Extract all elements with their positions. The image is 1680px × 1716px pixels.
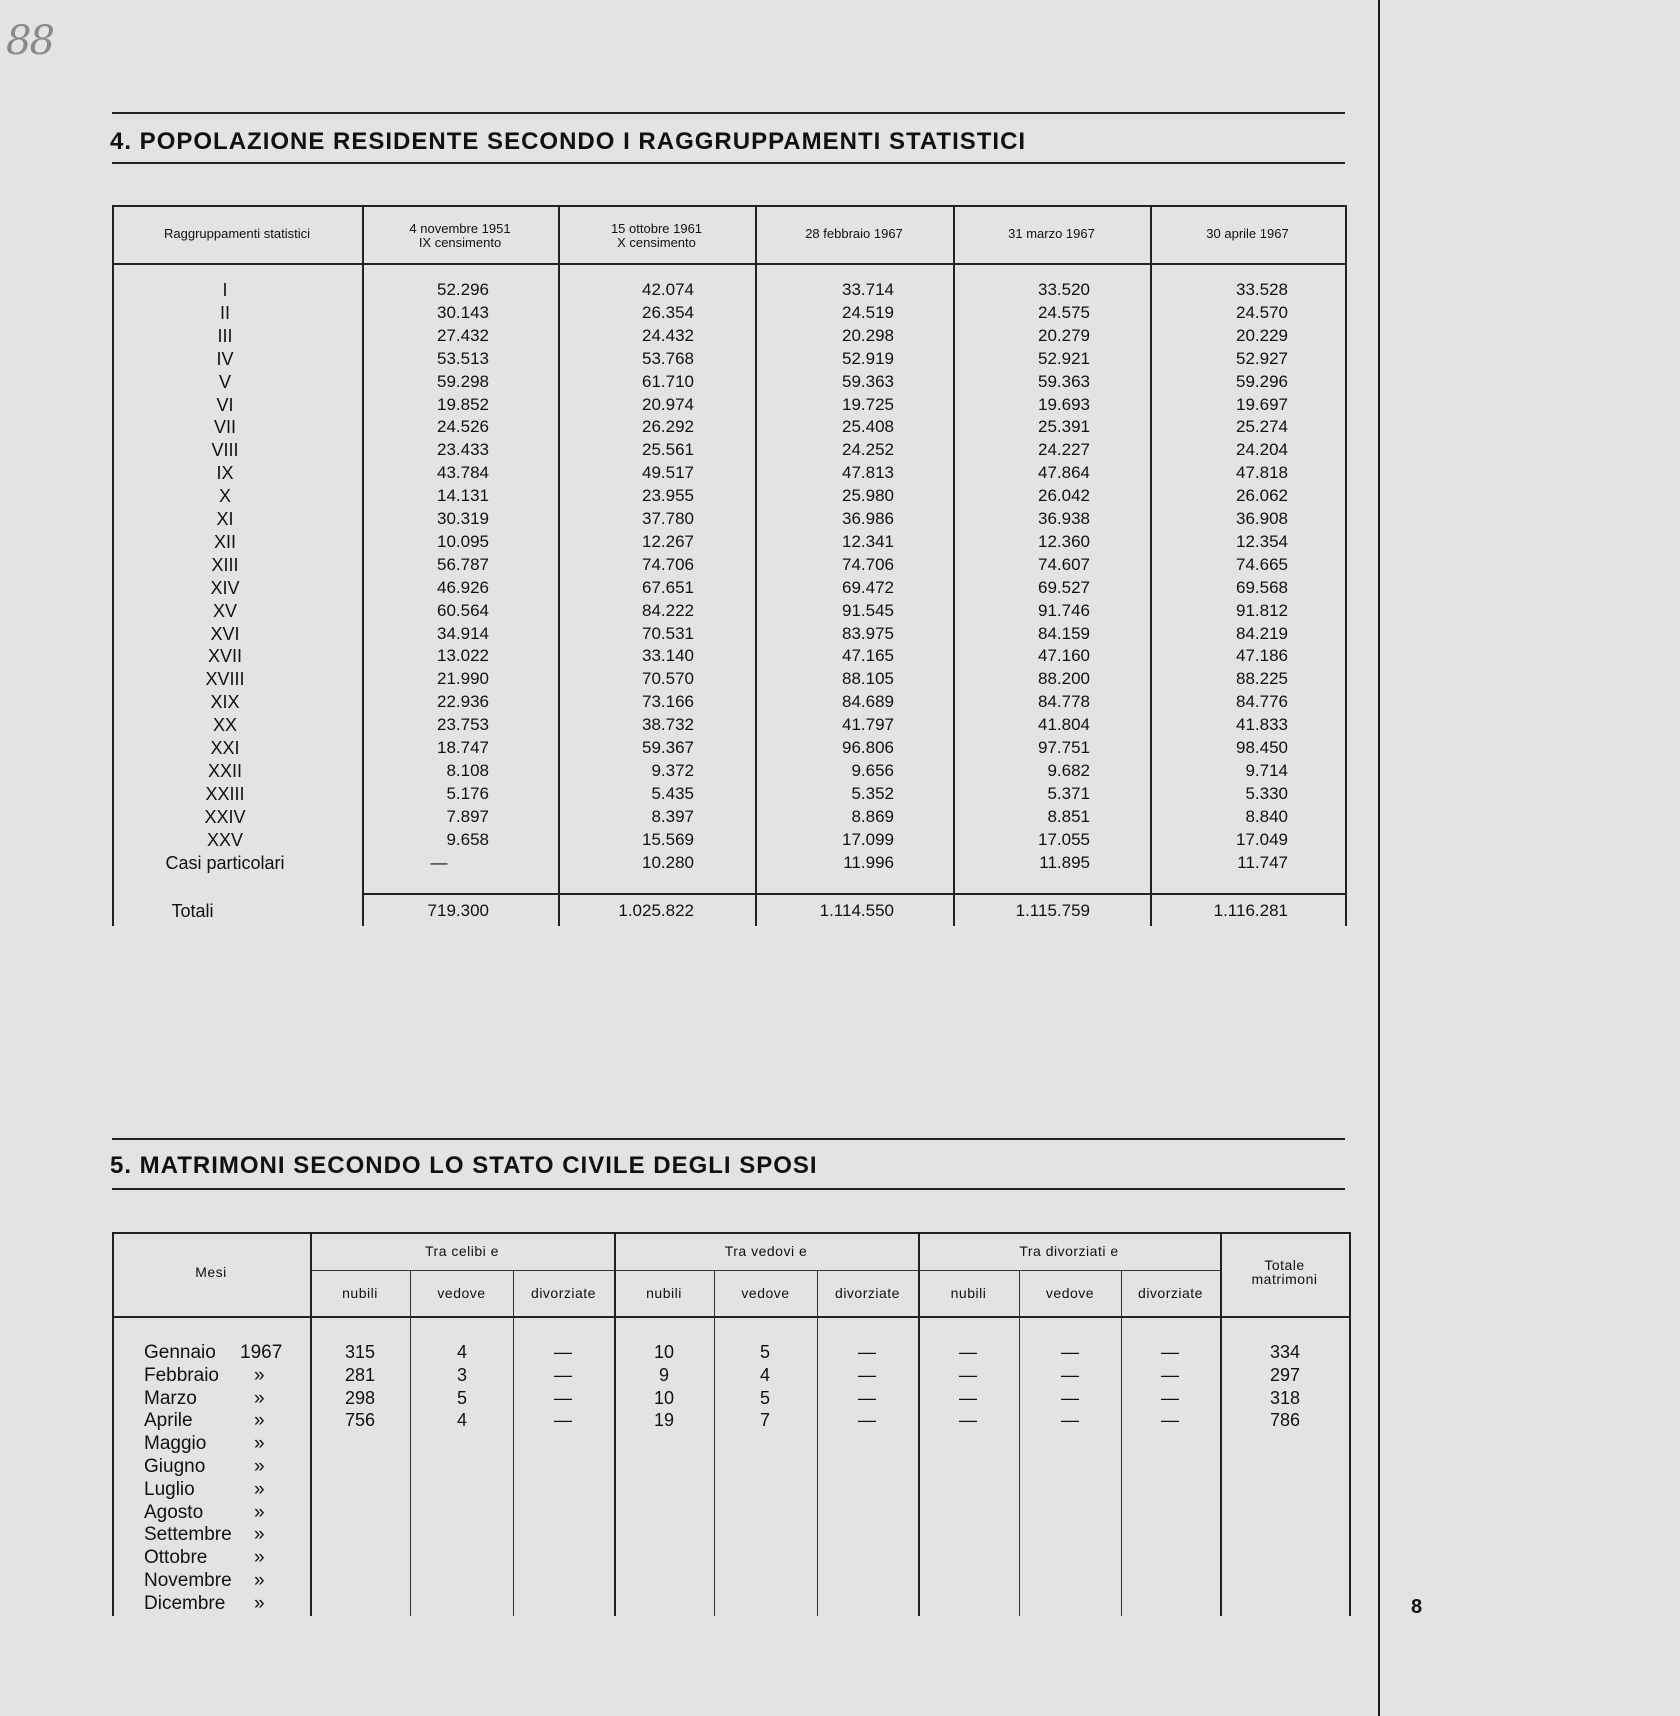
table4-header-divider — [112, 263, 1345, 265]
table4-value-cell: 46.926 — [437, 577, 489, 597]
table4-value-cell: 88.105 — [842, 669, 894, 689]
table4-value-cell: 69.568 — [1236, 577, 1288, 597]
table5-year-label: » — [254, 1570, 265, 1591]
table4-value-cell: 12.341 — [842, 531, 894, 551]
table4-value-cell: 52.927 — [1236, 348, 1288, 368]
table4-value-cell: 47.818 — [1236, 463, 1288, 483]
table5-month-label: Agosto — [144, 1501, 204, 1523]
table4-value-cell: 74.706 — [842, 554, 894, 574]
table4-value-cell: 20.229 — [1236, 325, 1288, 345]
table5-value-cell: — — [959, 1342, 977, 1362]
table4-value-cell: 56.787 — [437, 554, 489, 574]
page-edge-line — [1378, 0, 1380, 1716]
table4-value-cell: 25.391 — [1038, 417, 1090, 437]
table4-row-label: XXIV — [204, 806, 246, 827]
table4-row-label: XXV — [206, 829, 244, 850]
table4-value-cell: 83.975 — [842, 623, 894, 643]
table4-value-cell: 34.914 — [437, 623, 489, 643]
table4-value-cell: 30.143 — [437, 302, 489, 322]
table4-value-cell: 25.274 — [1236, 417, 1288, 437]
table4-header-line: X censimento — [617, 235, 696, 250]
table4-row-label: VII — [213, 417, 236, 438]
table4-value-cell: 24.570 — [1236, 302, 1288, 322]
table4-value-cell: 47.186 — [1236, 646, 1288, 666]
table4-value-cell: 33.714 — [842, 280, 894, 299]
table5-value-cell: — — [858, 1364, 876, 1385]
table4-value-cell: 60.564 — [437, 600, 489, 620]
table4-value-cell: 98.450 — [1236, 738, 1288, 757]
table4-row-label: XX — [212, 715, 237, 736]
table4-row-label: II — [219, 302, 230, 323]
table5-value-cell: — — [959, 1410, 977, 1431]
table4-row-label: XVI — [210, 623, 240, 644]
table4-column-rule — [1150, 205, 1152, 926]
table4-row-label: XIII — [211, 554, 239, 575]
table4-value-cell: 96.806 — [842, 738, 894, 757]
table4-value-cell: 27.432 — [437, 325, 489, 345]
table4-row-label: XXII — [207, 760, 242, 781]
table4-header-line: IX censimento — [418, 235, 502, 250]
table4-value-cell: 33.520 — [1038, 280, 1090, 299]
table4-value-cell: 10.095 — [437, 531, 489, 551]
table4-header-cell — [112, 227, 362, 241]
table5-subheader: vedove — [741, 1285, 790, 1301]
table4-value-cell: 5.176 — [446, 783, 489, 803]
table5-subheader: vedove — [1045, 1285, 1095, 1301]
table5-top-border — [112, 1232, 1349, 1234]
section4-bottom-rule — [112, 162, 1345, 164]
table5-value-cell: 297 — [1269, 1364, 1301, 1385]
table5-value-cell: — — [858, 1342, 876, 1362]
table4-total-cell: 1.025.822 — [618, 901, 694, 920]
table4-totals-divider — [362, 893, 1345, 895]
table5-column-rule — [1220, 1232, 1222, 1616]
table5-month-label: Dicembre — [144, 1592, 226, 1614]
table4-total-cell: 1.115.759 — [1015, 901, 1090, 920]
table4-row-label: Casi particolari — [165, 852, 285, 873]
table5-subcolumn-rule — [513, 1270, 514, 1616]
table4-row-label: XXI — [210, 738, 240, 758]
table5-subheader: vedove — [437, 1285, 486, 1301]
table4-value-cell: 11.747 — [1237, 852, 1288, 872]
table5-value-cell: 5 — [759, 1387, 770, 1408]
table4-value-cell: 19.697 — [1236, 394, 1288, 414]
table4-row-label: X — [218, 486, 231, 507]
table4-row-label: VIII — [211, 440, 239, 461]
table5-subheader: nubili — [646, 1285, 682, 1301]
table4-value-cell: 21.990 — [437, 669, 489, 689]
table4-value-cell: 47.165 — [842, 646, 894, 666]
table4-row-label: IX — [216, 463, 234, 484]
table5-month-label: Maggio — [144, 1433, 207, 1455]
section4-title: 4. POPOLAZIONE RESIDENTE SECONDO I RAGGRUPPAMENTI STATISTICI — [110, 128, 1027, 155]
table4-value-cell: 30.319 — [437, 509, 489, 528]
table4-value-cell: 91.746 — [1038, 600, 1090, 620]
table4-column-rule — [953, 205, 955, 926]
table4-value-cell: 59.363 — [842, 371, 894, 391]
table4-value-cell: 52.921 — [1038, 348, 1090, 368]
table4-value-cell: 36.986 — [842, 509, 894, 528]
table4-value-cell: 84.222 — [642, 600, 694, 620]
table4-row-label: XXIII — [205, 783, 245, 804]
table4-value-cell: 88.200 — [1038, 669, 1090, 689]
table5-value-cell: — — [554, 1364, 572, 1385]
table4-value-cell: 24.519 — [842, 302, 894, 322]
table5-subheader: divorziate — [835, 1285, 900, 1301]
table5-header-matrimoni: matrimoni — [1251, 1271, 1318, 1287]
table4-value-cell: 74.706 — [642, 554, 694, 574]
table4-value-cell: 22.936 — [437, 692, 489, 712]
table5-subcolumn-rule — [410, 1270, 411, 1616]
table5-subheader: nubili — [950, 1285, 987, 1301]
table4-value-cell: 69.527 — [1038, 577, 1090, 597]
table4-value-cell: 84.776 — [1236, 692, 1288, 712]
table4-value-cell: 15.569 — [642, 829, 694, 849]
table5-value-cell: — — [1061, 1410, 1079, 1431]
table4-value-cell: 61.710 — [642, 371, 694, 391]
table5-column-rule — [112, 1232, 114, 1616]
table4-row-label: I — [222, 280, 228, 300]
table5-month-label: Settembre — [144, 1524, 232, 1546]
table4-value-cell: 5.352 — [851, 783, 894, 803]
table4-value-cell: 25.408 — [842, 417, 894, 437]
table5-year-label: » — [254, 1547, 265, 1569]
table4-row-label: IV — [216, 348, 234, 369]
table4-value-cell: 20.974 — [642, 394, 694, 414]
table4-value-cell: 10.280 — [642, 852, 694, 872]
table5-group-header: Tra vedovi e — [724, 1243, 808, 1259]
table4-value-cell: 25.980 — [842, 486, 894, 506]
table4-value-cell: 67.651 — [642, 577, 694, 597]
table5-subheader-rule — [310, 1270, 1220, 1271]
table4-column-rule — [362, 205, 364, 926]
table4-value-cell: 59.298 — [437, 371, 489, 391]
table4-value-cell: 53.768 — [642, 348, 694, 368]
table5-month-label: Novembre — [144, 1570, 232, 1591]
table4-value-cell: 9.714 — [1245, 760, 1288, 780]
table4-value-cell: 18.747 — [437, 738, 489, 757]
table5-month-label: Marzo — [144, 1387, 197, 1409]
section5-bottom-rule — [112, 1188, 1345, 1190]
table4-column-rule — [112, 205, 114, 926]
table5-year-label: » — [254, 1478, 265, 1500]
table4-row-label: XVII — [207, 646, 242, 667]
table5-value-cell: 10 — [653, 1342, 675, 1362]
table4-value-cell: 8.108 — [446, 760, 489, 780]
table4-value-cell: 52.919 — [842, 348, 894, 368]
table4-value-cell: 47.864 — [1038, 463, 1090, 483]
table5-month-label: Gennaio — [144, 1342, 216, 1363]
table4-value-cell: 9.658 — [446, 829, 489, 849]
table4-value-cell: 23.433 — [437, 440, 489, 460]
table5-column-rule — [1349, 1232, 1351, 1616]
page-number: 8 — [1411, 1596, 1423, 1618]
table4-value-cell: 91.545 — [842, 600, 894, 620]
table5-subheader: divorziate — [531, 1285, 596, 1301]
table5-value-cell: — — [1161, 1364, 1179, 1385]
table4-value-cell: 14.131 — [437, 486, 489, 506]
table5-value-cell: — — [1061, 1342, 1079, 1362]
table4-value-cell: 42.074 — [642, 280, 694, 299]
table4-row-label: V — [218, 371, 231, 392]
table4-column-rule — [755, 205, 757, 926]
table4-value-cell: 24.252 — [842, 440, 894, 460]
table5-value-cell: 786 — [1269, 1410, 1301, 1431]
table4-value-cell: 84.159 — [1038, 623, 1090, 643]
table4-value-cell: 17.055 — [1038, 829, 1090, 849]
table5-value-cell: — — [858, 1410, 876, 1431]
table4-value-cell: 24.227 — [1038, 440, 1090, 460]
table5-value-cell: 10 — [653, 1387, 675, 1408]
table5-value-cell: — — [1161, 1410, 1179, 1431]
table5-month-label: Ottobre — [144, 1547, 208, 1569]
table5-year-label: » — [254, 1364, 265, 1386]
table5-value-cell: — — [858, 1387, 876, 1408]
table4-value-cell: 19.852 — [437, 394, 489, 414]
table4-value-cell: 11.895 — [1039, 852, 1090, 872]
table4-value-cell: 70.531 — [642, 623, 694, 643]
table4-value-cell: 26.292 — [642, 417, 694, 437]
table5-year-label: » — [254, 1524, 265, 1546]
table4-value-cell: 59.296 — [1236, 371, 1288, 391]
section5-top-rule — [112, 1138, 1345, 1140]
table4-value-cell: 8.840 — [1245, 806, 1288, 826]
table5-year-label: » — [254, 1433, 265, 1455]
table4-value-cell: 24.526 — [437, 417, 489, 437]
table5-value-cell: 334 — [1269, 1342, 1301, 1362]
table4-value-cell: 84.219 — [1236, 623, 1288, 643]
table4-value-cell: 91.812 — [1236, 600, 1288, 620]
table4-value-cell: 19.693 — [1038, 394, 1090, 414]
table4-value-cell: 33.140 — [642, 646, 694, 666]
table4-value-cell: 7.897 — [446, 806, 489, 826]
table4-value-cell: 23.753 — [437, 715, 489, 735]
table4-header-line: Raggruppamenti statistici — [164, 226, 310, 241]
table4-value-cell: 20.298 — [842, 325, 894, 345]
table5-value-cell: 756 — [344, 1410, 376, 1431]
table4-value-cell: 53.513 — [437, 348, 489, 368]
table4-value-cell: 12.354 — [1236, 531, 1288, 551]
table4-total-cell: 1.114.550 — [819, 901, 894, 920]
table4-value-cell: 25.561 — [642, 440, 694, 460]
table5-value-cell: 19 — [653, 1410, 675, 1431]
table5-year-label: 1967 — [240, 1342, 283, 1363]
table4-value-cell: 59.367 — [642, 738, 694, 757]
table4-value-cell: 37.780 — [642, 509, 694, 528]
table4-header-cell — [1150, 227, 1345, 241]
table4-value-cell: 59.363 — [1038, 371, 1090, 391]
table4-row-label: VI — [216, 394, 234, 415]
table4-total-cell: 1.116.281 — [1213, 901, 1288, 920]
table4-value-cell: 47.160 — [1038, 646, 1090, 666]
table5-value-cell: — — [1161, 1342, 1179, 1362]
table4-value-cell: 41.797 — [842, 715, 894, 735]
table4-value-cell: 26.042 — [1038, 486, 1090, 506]
table5-month-label: Luglio — [144, 1478, 195, 1500]
table4-header-line: 4 novembre 1951 — [409, 221, 511, 236]
table4-row-label: XII — [213, 531, 236, 552]
table4-value-cell: 73.166 — [642, 692, 694, 712]
table4-value-cell: 26.062 — [1236, 486, 1288, 506]
table4-value-cell: 49.517 — [642, 463, 694, 483]
table5-subcolumn-rule — [1019, 1270, 1020, 1616]
table4-value-cell: 9.682 — [1047, 760, 1090, 780]
table4-value-cell: 12.360 — [1038, 531, 1090, 551]
table4-value-cell: 23.955 — [642, 486, 694, 506]
table5-value-cell: — — [554, 1410, 572, 1431]
table5-year-label: » — [254, 1456, 265, 1477]
table4-value-cell: 5.371 — [1047, 783, 1090, 803]
table4-value-cell: 26.354 — [642, 302, 694, 322]
table5-value-cell: 4 — [456, 1342, 467, 1362]
table4-value-cell: 12.267 — [642, 531, 694, 551]
table4-value-cell: 8.869 — [851, 806, 894, 826]
table5-value-cell: — — [554, 1387, 572, 1408]
table4-value-cell: 84.689 — [842, 692, 894, 712]
table4-value-cell: 41.833 — [1236, 715, 1288, 735]
table4-top-border — [112, 205, 1345, 207]
table4-header-line: 15 ottobre 1961 — [610, 221, 703, 236]
table4-value-cell: 36.938 — [1038, 509, 1090, 528]
table5-value-cell: 298 — [344, 1387, 376, 1408]
table5-year-label: » — [254, 1592, 265, 1614]
table4-value-cell: 17.049 — [1236, 829, 1288, 849]
table4-column-rule — [558, 205, 560, 926]
table4-header-cell — [558, 222, 755, 250]
table4-value-cell: 17.099 — [842, 829, 894, 849]
table5-header-divider — [112, 1316, 1349, 1318]
table4-value-cell: 36.908 — [1236, 509, 1288, 528]
table5-year-label: » — [254, 1387, 265, 1409]
table4-value-cell: 13.022 — [437, 646, 489, 666]
table4-value-cell: 24.204 — [1236, 440, 1288, 460]
table4-value-cell: 24.575 — [1038, 302, 1090, 322]
table5-value-cell: 5 — [456, 1387, 467, 1408]
table5-header-totale: Totale — [1264, 1257, 1305, 1273]
table5-value-cell: 318 — [1269, 1387, 1301, 1408]
table5-value-cell: — — [959, 1364, 977, 1385]
table4-value-cell: 43.784 — [437, 463, 489, 483]
table4-value-cell: 8.397 — [651, 806, 694, 826]
table5-value-cell: — — [554, 1342, 572, 1362]
table5-value-cell: — — [959, 1387, 977, 1408]
table5-subcolumn-rule — [817, 1270, 818, 1616]
table5-month-label: Giugno — [144, 1456, 206, 1477]
table4-value-cell: 47.813 — [842, 463, 894, 483]
table4-value-cell: 70.570 — [642, 669, 694, 689]
table4-value-cell: 24.432 — [642, 325, 694, 345]
table4-value-cell: 97.751 — [1038, 738, 1090, 757]
table4-row-label: XI — [216, 509, 234, 529]
table4-value-cell: 84.778 — [1038, 692, 1090, 712]
table5-value-cell: — — [1161, 1387, 1179, 1408]
table4-row-label: XVIII — [205, 669, 245, 690]
table5-subcolumn-rule — [714, 1270, 715, 1616]
table4-row-label: III — [217, 325, 233, 346]
table4-value-cell: 38.732 — [642, 715, 694, 735]
table4-header-line: 30 aprile 1967 — [1206, 226, 1289, 241]
table5-group-header: Tra divorziati e — [1019, 1243, 1119, 1259]
table5-group-header: Tra celibi e — [425, 1243, 499, 1259]
section5-title: 5. MATRIMONI SECONDO LO STATO CIVILE DEGLI SPOSI — [110, 1152, 818, 1179]
table4-header-line: 28 febbraio 1967 — [805, 226, 903, 241]
table4-header-cell — [755, 227, 953, 241]
section4-top-rule — [112, 112, 1345, 114]
table4-column-rule — [1345, 205, 1347, 926]
table4-row-label: XV — [212, 600, 237, 621]
table4-total-cell: 719.300 — [427, 901, 489, 920]
table4-header-line: 31 marzo 1967 — [1008, 226, 1095, 241]
table4-row-label: XIV — [210, 577, 240, 598]
table4-value-cell: 41.804 — [1038, 715, 1090, 735]
table4-value-cell: 69.472 — [842, 577, 894, 597]
table4-value-cell: 11.996 — [843, 852, 894, 872]
table4-value-cell: 19.725 — [842, 394, 894, 414]
table4-row-label: XIX — [210, 692, 240, 713]
table5-subcolumn-rule — [1121, 1270, 1122, 1616]
table5-value-cell: 7 — [759, 1410, 770, 1431]
table5-year-label: » — [254, 1410, 265, 1432]
table4-value-cell: 5.330 — [1245, 783, 1288, 803]
table4-value-cell: — — [430, 852, 448, 872]
table4-value-cell: 9.372 — [651, 760, 694, 780]
table5-value-cell: 5 — [759, 1342, 770, 1362]
table4-value-cell: 52.296 — [437, 280, 489, 299]
table4-value-cell: 20.279 — [1038, 325, 1090, 345]
table5-value-cell: 9 — [658, 1364, 669, 1385]
table5-year-label: » — [254, 1501, 265, 1523]
table5-value-cell: 4 — [759, 1364, 770, 1385]
table5-value-cell: 281 — [344, 1364, 376, 1385]
table4-value-cell: 88.225 — [1236, 669, 1288, 689]
table4-header-cell — [953, 227, 1150, 241]
table5-month-label: Aprile — [144, 1410, 193, 1432]
handwritten-page-note: 88 — [6, 18, 53, 64]
table5-month-label: Febbraio — [144, 1364, 219, 1386]
table4-totals-label: Totali — [171, 901, 214, 921]
table5-value-cell: 315 — [344, 1342, 376, 1362]
table4-value-cell: 8.851 — [1047, 806, 1090, 826]
table4-header-cell — [362, 222, 558, 250]
table5-value-cell: — — [1061, 1364, 1079, 1385]
table5-subheader: divorziate — [1138, 1285, 1203, 1301]
table5-value-cell: 3 — [456, 1364, 467, 1385]
table5-value-cell: 4 — [456, 1410, 467, 1431]
table4-value-cell: 5.435 — [651, 783, 694, 803]
table5-subheader: nubili — [342, 1285, 378, 1301]
table4-value-cell: 74.665 — [1236, 554, 1288, 574]
table5-header-mesi: Mesi — [195, 1264, 227, 1280]
table4-value-cell: 33.528 — [1236, 280, 1288, 299]
table5-value-cell: — — [1061, 1387, 1079, 1408]
table4-value-cell: 9.656 — [851, 760, 894, 780]
table4-value-cell: 74.607 — [1038, 554, 1090, 574]
